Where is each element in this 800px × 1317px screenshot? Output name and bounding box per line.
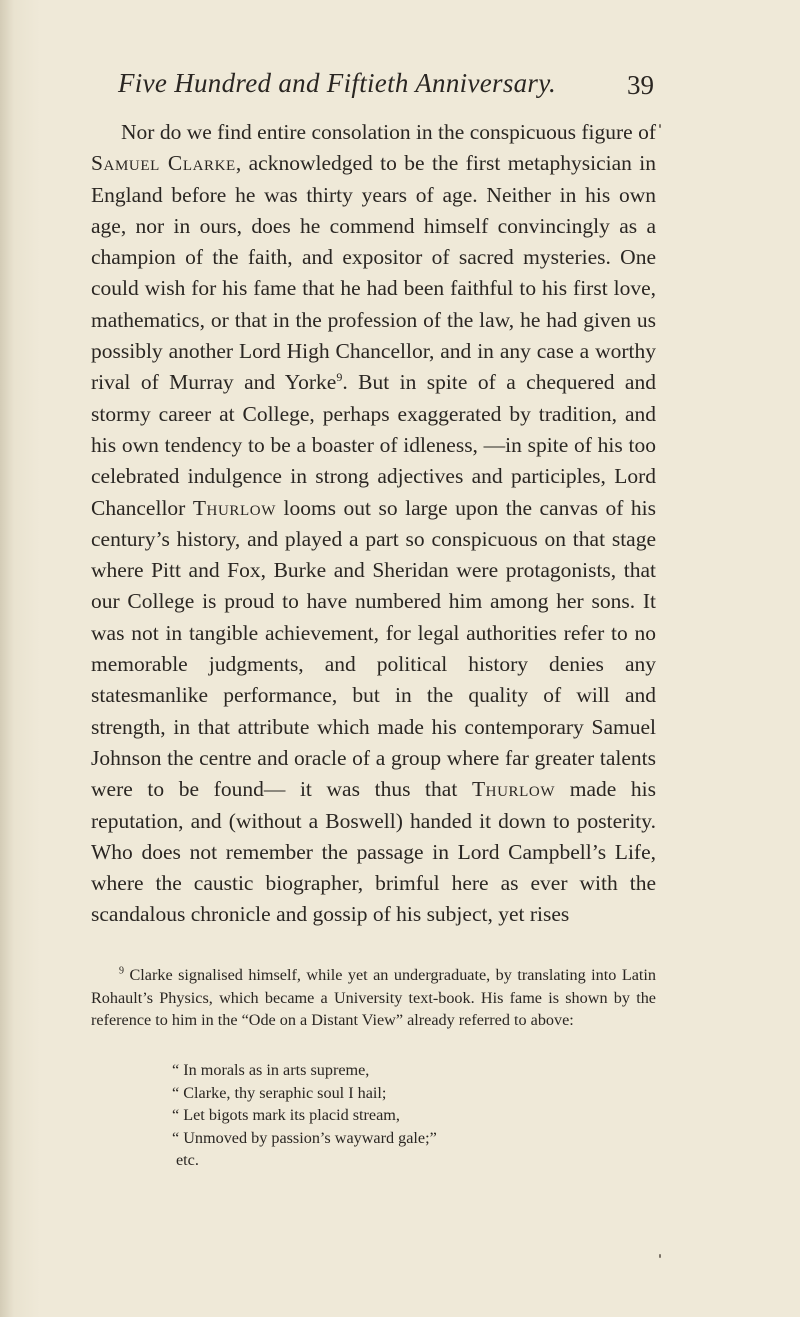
paragraph-text-5: made his reputation, and (without a Boswell) handed it down to posterity. Who does not remember the passage in Lord Campbell’s Life, where the caustic biographer, brimful here as ever with the scandalous chronicle and gossip of his subject, yet rises xyxy=(91,777,656,927)
paper-speck xyxy=(659,1254,661,1258)
verse-etc: etc. xyxy=(176,1151,199,1170)
footnote-verse xyxy=(172,1059,437,1172)
footnote xyxy=(91,964,656,1032)
person-name-thurlow-2: Thurlow xyxy=(471,777,556,802)
paragraph-text-3: . But in spite of a chequered and stormy career at College, perhaps exaggerated by tradition, and his own tendency to be a boaster of idleness, —in spite of his too celebrated indulgence in strong adjectives and participles, Lord Chancellor xyxy=(91,370,656,520)
paragraph-text-2: , acknowledged to be the first metaphysician in England before he was thirty years of age. Neither in his own age, nor in ours, does he commend himself convincingly as a champion of the faith, and expositor of sacred mysteries. One could wish for his fame that he had been faithful to his first love, mathematics, or that in the profession of the law, he had given us possibly another Lord High Chancellor, and in any case a worthy rival of Murray and Yorke xyxy=(91,151,656,395)
footnote-mark: 9 xyxy=(119,965,124,977)
person-name-clarke: Samuel Clarke xyxy=(91,151,236,176)
verse-line: “ Unmoved by passion’s wayward gale;” xyxy=(172,1128,437,1147)
main-paragraph xyxy=(91,117,656,931)
person-name-thurlow: Thurlow xyxy=(192,495,276,520)
paper-speck xyxy=(659,124,661,128)
paragraph-text-4: looms out so large upon the canvas of his century’s history, and played a part so conspicuous on that stage where Pitt and Fox, Burke and Sheridan were protagonists, that our College is proud to have numbered him among her sons. It was not in tangible achievement, for legal authorities refer to no memorable judgments, and political history denies any statesmanlike performance, but in the quality of will and strength, in that attribute which made his contemporary Samuel Johnson the centre and oracle of a group where far greater talents were to be found— it was thus that xyxy=(91,495,656,802)
footnote-reference: 9 xyxy=(336,370,343,385)
verse-line: “ Let bigots mark its placid stream, xyxy=(172,1106,400,1125)
page-number: 39 xyxy=(627,70,654,100)
paragraph-text-1: Nor do we find entire consolation in the conspicuous figure of xyxy=(121,120,656,144)
verse-line: “ Clarke, thy seraphic soul I hail; xyxy=(172,1083,387,1102)
verse-line: “ In morals as in arts supreme, xyxy=(172,1061,370,1079)
footnote-text: Clarke signalised himself, while yet an undergraduate, by translating into Latin Rohault’s Physics, which became a University text-book. His fame is shown by the reference to him in the “Ode on a Distant View” already referred to above: xyxy=(91,966,656,1029)
running-title: Five Hundred and Fiftieth Anniversary. xyxy=(118,68,557,98)
